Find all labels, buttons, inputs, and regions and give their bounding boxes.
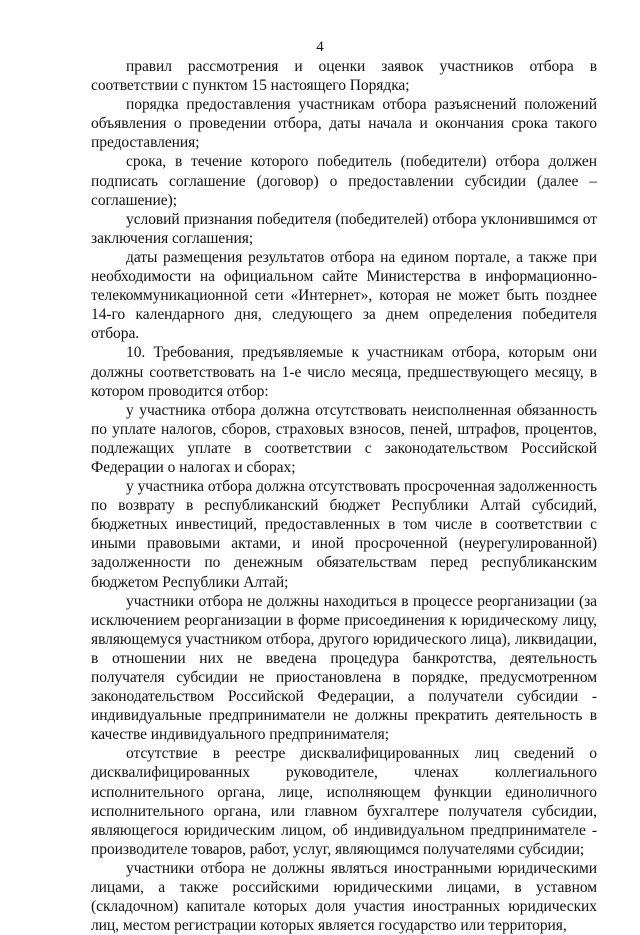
page-number: 4 xyxy=(316,39,324,55)
paragraph: условий признания победителя (победителей) отбора уклонившимся от заключения соглашения; xyxy=(91,210,597,247)
paragraph: срока, в течение которого победитель (победители) отбора должен подписать соглашение (договор) о предоставлении субсидии (далее – соглашение); xyxy=(91,153,597,209)
paragraph: участники отбора не должны находиться в процессе реорганизации (за исключением реорганизации в форме присоединения к юридическому лицу, являющемуся участником отбора, другого юридического лица), ликвидации, в отношении них не введена процедура банкротства, деятельность получателя субсидии не приостановлена в порядке, предусмотренном законодательством Российской Федерации, а получатели субсидии - индивидуальные предприниматели не должны прекратить деятельность в качестве индивидуального предпринимателя; xyxy=(91,592,597,744)
paragraph: отсутствие в реестре дисквалифицированных лиц сведений о дисквалифицированных руководителе, членах коллегиального исполнительного органа, лице, исполняющем функции единоличного исполнительного органа, или главном бухгалтере получателя субсидии, являющегося юридическим лицом, об индивидуальном предпринимателе - производителе товаров, работ, услуг, являющимся получателями субсидии; xyxy=(91,745,597,858)
paragraph: у участника отбора должна отсутствовать неисполненная обязанность по уплате налогов, сборов, страховых взносов, пеней, штрафов, процентов, подлежащих уплате в соответствии с законодательством Российской Федерации о налогах и сборах; xyxy=(91,401,597,476)
document-body xyxy=(91,57,597,935)
paragraph: у участника отбора должна отсутствовать просроченная задолженность по возврату в республиканский бюджет Республики Алтай субсидий, бюджетных инвестиций, предоставленных в том числе в соответствии с иными правовыми актами, и иной просроченной (неурегулированной) задолженности по денежным обязательствам перед республиканским бюджетом Республики Алтай; xyxy=(91,478,597,591)
paragraph: порядка предоставления участникам отбора разъяснений положений объявления о проведении отбора, даты начала и окончания срока такого предоставления; xyxy=(91,96,597,152)
section-10-heading-paragraph: 10. Требования, предъявляемые к участникам отбора, которым они должны соответствовать на 1-е число месяца, предшествующего месяцу, в котором проводится отбор: xyxy=(91,344,597,400)
paragraph: даты размещения результатов отбора на едином портале, а также при необходимости на официальном сайте Министерства в информационно-телекоммуникационной сети «Интернет», которая не может быть позднее 14-го календарного дня, следующего за днем определения победителя отбора. xyxy=(91,248,597,343)
paragraph: правил рассмотрения и оценки заявок участников отбора в соответствии с пунктом 15 настоящего Порядка; xyxy=(91,58,597,95)
paragraph: участники отбора не должны являться иностранными юридическими лицами, а также российскими юридическими лицами, в уставном (складочном) капитале которых доля участия иностранных юридических лиц, местом регистрации которых является государство или территория, xyxy=(91,859,597,935)
